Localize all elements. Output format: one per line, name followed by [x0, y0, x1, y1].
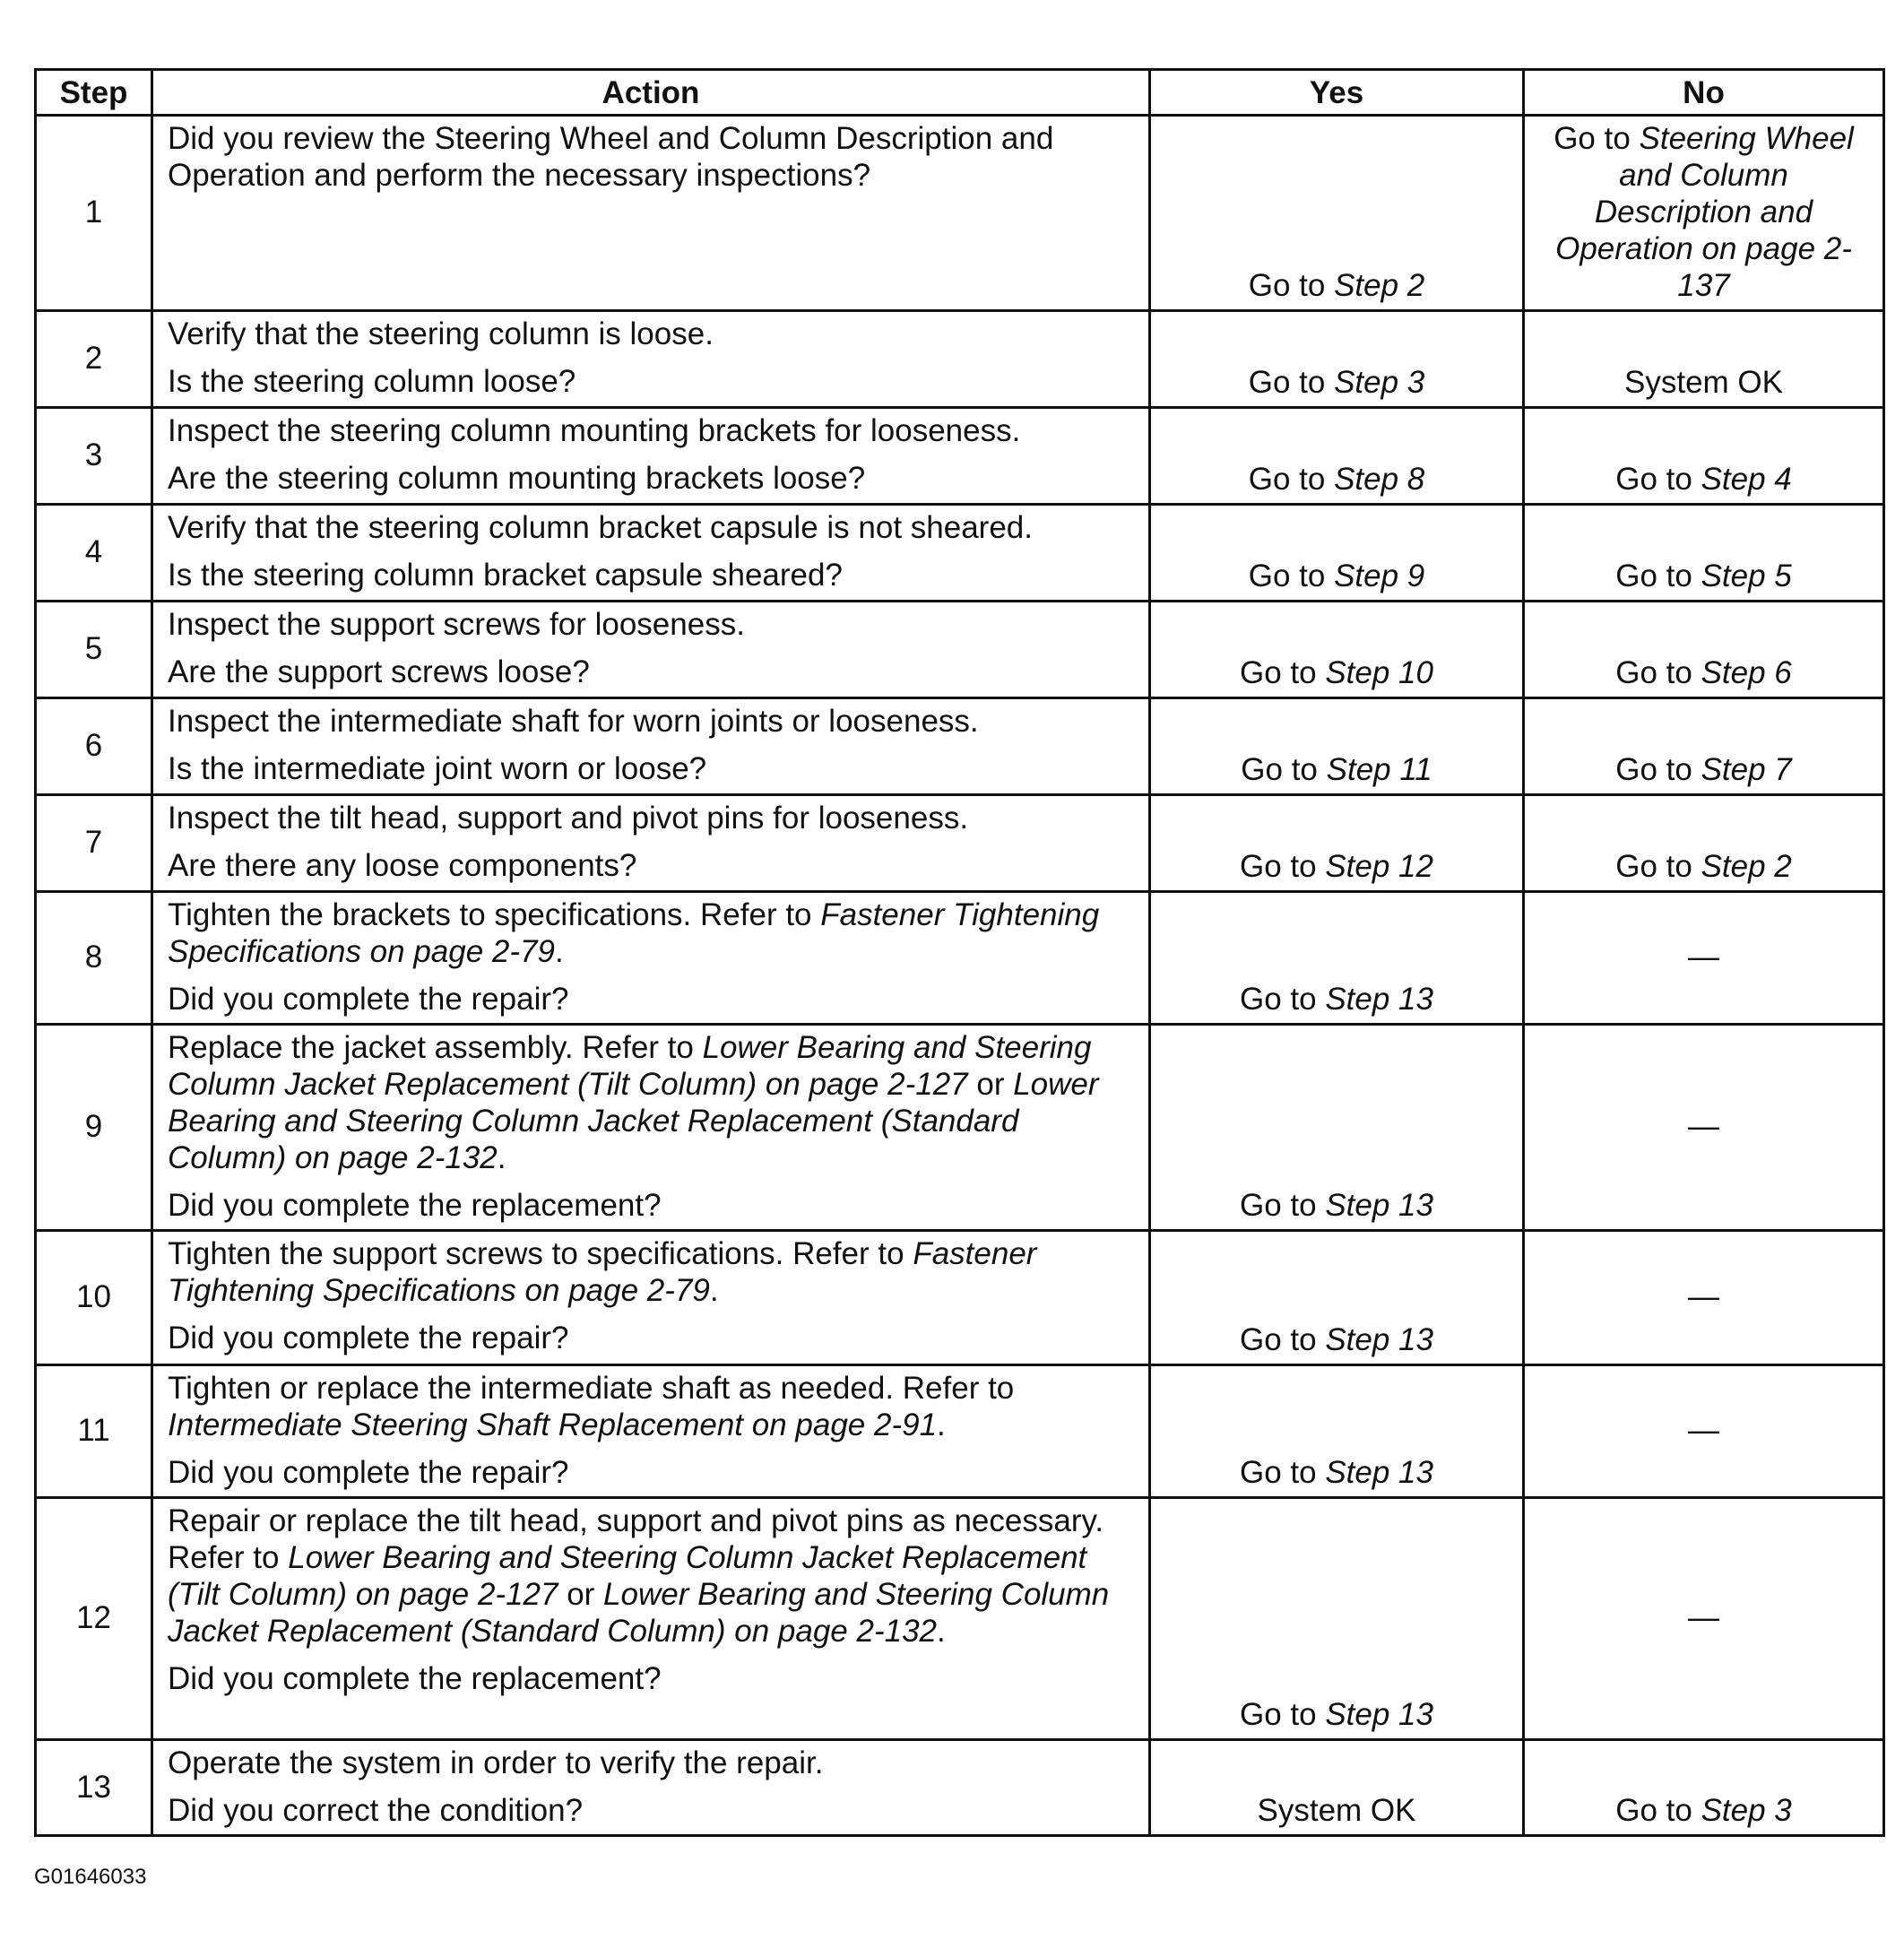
- no-dash: —: [1688, 1109, 1719, 1144]
- yes-prefix: Go to: [1240, 1188, 1326, 1223]
- no-cell: [1524, 1740, 1884, 1836]
- no-prefix: Go to: [1615, 849, 1701, 884]
- no-prefix: Go to: [1615, 1793, 1701, 1828]
- yes-prefix: Go to: [1240, 655, 1326, 690]
- action-text-plain: Repair or replace the tilt head, support and pivot pins as necessary. Refer to: [168, 1503, 1104, 1575]
- table-row: [36, 311, 1884, 408]
- step-number: 4: [36, 505, 152, 602]
- step-number: 8: [36, 892, 152, 1025]
- action-text-plain: Tighten or replace the intermediate shaft as needed. Refer to: [168, 1371, 1015, 1406]
- action-text-plain: Replace the jacket assembly. Refer to: [168, 1030, 703, 1065]
- action-question: Are the steering column mounting brackets loose?: [168, 461, 866, 496]
- action-text: Inspect the support screws for looseness.: [168, 607, 745, 642]
- action-text-or: or: [967, 1067, 1014, 1102]
- step-number: 2: [36, 311, 152, 408]
- no-dash: —: [1688, 1600, 1719, 1635]
- yes-cell: [1150, 408, 1524, 505]
- action-question: Are the support screws loose?: [168, 654, 590, 689]
- yes-prefix: Go to: [1248, 365, 1335, 400]
- yes-prefix: Go to: [1240, 1455, 1326, 1490]
- action-cell: [152, 311, 1150, 408]
- no-cell: [1524, 1365, 1884, 1498]
- no-cell: [1524, 1498, 1884, 1740]
- no-text: System OK: [1624, 365, 1783, 400]
- yes-step-link[interactable]: Step 2: [1334, 268, 1425, 303]
- no-prefix: Go to: [1615, 655, 1701, 690]
- no-step-link[interactable]: Step 2: [1701, 849, 1792, 884]
- action-text: Inspect the intermediate shaft for worn joints or looseness.: [168, 704, 979, 739]
- action-text: [168, 896, 1134, 970]
- no-prefix: Go to: [1615, 559, 1701, 593]
- table-row: [36, 1025, 1884, 1231]
- yes-step-link[interactable]: Step 12: [1325, 849, 1433, 884]
- yes-step-link[interactable]: Step 3: [1334, 365, 1425, 400]
- action-cell: [152, 795, 1150, 892]
- step-number: 6: [36, 698, 152, 795]
- action-cell: [152, 698, 1150, 795]
- no-dash: —: [1688, 940, 1719, 974]
- no-cell: [1524, 505, 1884, 602]
- yes-prefix: Go to: [1240, 1322, 1326, 1357]
- yes-prefix: Go to: [1248, 559, 1335, 593]
- action-question: Did you correct the condition?: [168, 1793, 584, 1828]
- no-step-link[interactable]: Step 7: [1701, 752, 1792, 787]
- table-row: [36, 408, 1884, 505]
- no-prefix: Go to: [1615, 752, 1701, 787]
- action-text: Did you review the Steering Wheel and Column Description and Operation and perform the necessary inspections?: [168, 121, 1054, 193]
- table-row: [36, 505, 1884, 602]
- action-text-end: .: [937, 1614, 946, 1649]
- header-step: Step: [36, 70, 152, 116]
- action-reference-link[interactable]: Lower Bearing and Steering Column Jacket Replacement (Standard Column) on page 2-132: [168, 1577, 1110, 1649]
- action-text-end: .: [937, 1407, 946, 1442]
- table-row: [36, 1498, 1884, 1740]
- action-text-end: .: [497, 1140, 506, 1175]
- action-text: [168, 1235, 1134, 1309]
- table-row: [36, 698, 1884, 795]
- action-cell: [152, 602, 1150, 698]
- table-row: [36, 1740, 1884, 1836]
- no-prefix: Go to: [1615, 462, 1701, 497]
- yes-step-link[interactable]: Step 8: [1334, 462, 1425, 497]
- no-cell: [1524, 116, 1884, 311]
- action-reference-link[interactable]: Fastener Tightening Specifications on page 2-79: [168, 897, 1100, 969]
- table-header-row: [36, 70, 1884, 116]
- action-question: Is the intermediate joint worn or loose?: [168, 751, 707, 786]
- yes-step-link[interactable]: Step 10: [1325, 655, 1433, 690]
- action-question: Did you complete the repair?: [168, 1321, 569, 1355]
- action-text: [168, 1503, 1134, 1650]
- no-dash: —: [1688, 1413, 1719, 1448]
- action-reference-link[interactable]: Intermediate Steering Shaft Replacement on page 2-91: [168, 1407, 938, 1442]
- no-cell: [1524, 698, 1884, 795]
- yes-prefix: Go to: [1240, 849, 1326, 884]
- yes-cell: [1150, 795, 1524, 892]
- action-reference-link[interactable]: Lower Bearing and Steering Column Jacket Replacement (Standard Column) on page 2-132: [168, 1067, 1099, 1175]
- yes-cell: [1150, 698, 1524, 795]
- no-step-link[interactable]: Step 6: [1701, 655, 1792, 690]
- no-cell: [1524, 1231, 1884, 1365]
- yes-step-link[interactable]: Step 13: [1325, 982, 1433, 1017]
- yes-prefix: Go to: [1248, 462, 1335, 497]
- action-cell: [152, 1365, 1150, 1498]
- action-reference-link[interactable]: Fastener Tightening Specifications on page 2-79: [168, 1236, 1037, 1308]
- step-number: 3: [36, 408, 152, 505]
- yes-cell: [1150, 1025, 1524, 1231]
- step-number: 9: [36, 1025, 152, 1231]
- no-cell: [1524, 408, 1884, 505]
- action-cell: [152, 505, 1150, 602]
- no-cell: [1524, 1025, 1884, 1231]
- action-cell: [152, 892, 1150, 1025]
- yes-prefix: Go to: [1241, 752, 1327, 787]
- no-step-link[interactable]: Step 3: [1701, 1793, 1792, 1828]
- action-reference-link[interactable]: Lower Bearing and Steering Column Jacket Replacement (Tilt Column) on page 2-127: [168, 1540, 1087, 1612]
- header-yes: Yes: [1150, 70, 1524, 116]
- yes-cell: [1150, 505, 1524, 602]
- action-cell: [152, 408, 1150, 505]
- yes-cell: [1150, 1498, 1524, 1740]
- yes-step-link[interactable]: Step 9: [1334, 559, 1425, 593]
- action-question: Did you complete the repair?: [168, 982, 569, 1017]
- table-row: [36, 795, 1884, 892]
- action-question: Did you complete the replacement?: [168, 1661, 662, 1696]
- no-cell: [1524, 892, 1884, 1025]
- action-cell: [152, 1025, 1150, 1231]
- action-reference-link[interactable]: Lower Bearing and Steering Column Jacket Replacement (Tilt Column) on page 2-127: [168, 1030, 1092, 1102]
- yes-prefix: Go to: [1240, 1697, 1326, 1732]
- yes-step-link[interactable]: Step 11: [1326, 752, 1432, 787]
- step-number: 10: [36, 1231, 152, 1365]
- no-cell: [1524, 311, 1884, 408]
- yes-step-link[interactable]: Step 13: [1325, 1188, 1433, 1223]
- action-question: Are there any loose components?: [168, 848, 637, 883]
- action-text-end: .: [709, 1273, 719, 1308]
- action-text: Inspect the tilt head, support and pivot pins for looseness.: [168, 801, 969, 836]
- step-number: 7: [36, 795, 152, 892]
- action-text: [168, 1370, 1134, 1443]
- action-question: Did you complete the replacement?: [168, 1188, 662, 1223]
- no-step-link[interactable]: Step 5: [1701, 559, 1792, 593]
- no-step-link[interactable]: Step 4: [1701, 462, 1792, 497]
- step-number: 5: [36, 602, 152, 698]
- yes-cell: [1150, 1231, 1524, 1365]
- step-number: 12: [36, 1498, 152, 1740]
- table-row: [36, 116, 1884, 311]
- action-text-plain: Tighten the support screws to specifications. Refer to: [168, 1236, 913, 1271]
- action-cell: [152, 1231, 1150, 1365]
- yes-cell: [1150, 602, 1524, 698]
- yes-cell: [1150, 311, 1524, 408]
- figure-id: G01646033: [34, 1865, 147, 1889]
- table-row: [36, 892, 1884, 1025]
- header-action: Action: [152, 70, 1150, 116]
- yes-cell: [1150, 1365, 1524, 1498]
- yes-text: System OK: [1257, 1793, 1416, 1828]
- action-text: Verify that the steering column is loose.: [168, 316, 714, 351]
- no-reference-link[interactable]: Steering Wheel and Column Description and Operation on page 2-137: [1555, 121, 1854, 303]
- no-cell: [1524, 602, 1884, 698]
- action-cell: [152, 1740, 1150, 1836]
- yes-cell: [1150, 1740, 1524, 1836]
- header-no: No: [1524, 70, 1884, 116]
- yes-prefix: Go to: [1240, 982, 1326, 1017]
- no-dash: —: [1688, 1279, 1719, 1314]
- table-row: [36, 1365, 1884, 1498]
- no-cell: [1524, 795, 1884, 892]
- step-number: 11: [36, 1365, 152, 1498]
- action-text: Operate the system in order to verify the repair.: [168, 1745, 824, 1780]
- action-text: Inspect the steering column mounting brackets for looseness.: [168, 413, 1021, 448]
- action-cell: [152, 116, 1150, 311]
- table-row: [36, 602, 1884, 698]
- diagnostic-table: [34, 68, 1885, 1837]
- action-text-plain: Tighten the brackets to specifications. Refer to: [168, 897, 821, 932]
- yes-prefix: Go to: [1248, 268, 1335, 303]
- step-number: 1: [36, 116, 152, 311]
- yes-step-link[interactable]: Step 13: [1325, 1322, 1433, 1357]
- action-cell: [152, 1498, 1150, 1740]
- no-prefix: Go to: [1553, 121, 1640, 156]
- step-number: 13: [36, 1740, 152, 1836]
- table-row: [36, 1231, 1884, 1365]
- yes-step-link[interactable]: Step 13: [1325, 1697, 1433, 1732]
- action-question: Is the steering column bracket capsule sheared?: [168, 558, 843, 593]
- yes-cell: [1150, 116, 1524, 311]
- yes-cell: [1150, 892, 1524, 1025]
- action-text: Verify that the steering column bracket capsule is not sheared.: [168, 510, 1033, 545]
- action-text-or: or: [558, 1577, 604, 1612]
- action-question: Is the steering column loose?: [168, 364, 576, 399]
- action-question: Did you complete the repair?: [168, 1455, 569, 1490]
- action-text-end: .: [554, 934, 564, 969]
- yes-step-link[interactable]: Step 13: [1325, 1455, 1433, 1490]
- action-text: [168, 1029, 1134, 1176]
